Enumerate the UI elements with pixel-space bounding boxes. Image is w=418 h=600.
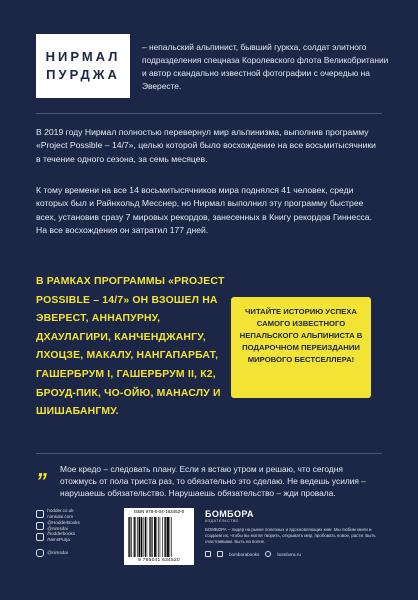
barcode-bar: [128, 517, 129, 557]
callout-text: ЧИТАЙТЕ ИСТОРИЮ УСПЕХА САМОГО ИЗВЕСТНОГО НЕПАЛЬСКОГО АЛЬПИНИСТА В ПОДАРОЧНОМ ПЕРЕИЗДАНИИ МИРОВОГО БЕСТСЕЛЛЕРА!: [239, 307, 363, 364]
author-first-name: НИРМАЛ: [45, 49, 121, 64]
barcode-bar: [134, 517, 135, 557]
barcode-bar: [160, 517, 161, 557]
barcode-bar: [171, 517, 172, 557]
instagram-icon: [36, 549, 44, 557]
barcode-bar: [167, 517, 169, 557]
author-quote: Мое кредо – следовать плану. Если я встаю утром и решаю, что сегодня отожмусь от пола триста раз, то обязательно это сделаю. Не ведешь усилия – нарушаешь обязательство. Нарушаешь обязательство – жди провала.: [60, 464, 366, 499]
divider: [36, 113, 382, 114]
barcode-bar: [139, 517, 141, 557]
publisher-handle[interactable]: bomborabooks: [229, 551, 260, 557]
barcode-bar: [157, 517, 158, 557]
barcode-bar: [150, 517, 151, 557]
author-name-box: [36, 34, 130, 98]
publisher-site[interactable]: bombora.ru: [277, 551, 301, 557]
publisher-subtitle: ИЗДАТЕЛЬСТВО: [205, 519, 239, 523]
publisher-logo: БОМБОРА: [205, 509, 254, 519]
link-hodder[interactable]: hodder.co.uk: [47, 508, 74, 513]
facebook-icon: [36, 533, 44, 541]
barcode-bar: [131, 517, 132, 557]
author-description: – непальский альпинист, бывший гуркха, солдат элитного подразделения спецназа Королевского флота Великобритании и автор скандально известной фотографии с очередью на Эвересте.: [142, 42, 389, 91]
isbn-label: ISBN 978-5-04-163452-0: [133, 509, 185, 514]
paragraph-2: К тому времени на все 14 восьмитысячников мира поднялся 41 человек, среди которых был и Райнхольд Месснер, но Нирмал выполнил эту программу быстрее всех, установив сразу 7 мировых рекордов, занесенных в Книгу рекордов Гиннесса. На все восхождения он затратил 177 дней.: [36, 185, 372, 235]
barcode-bar: [135, 517, 136, 557]
barcode-bar: [158, 517, 159, 557]
barcode-bar: [149, 517, 150, 557]
facebook-nims[interactable]: /NimsPurja: [47, 537, 70, 542]
barcode-bar: [165, 517, 166, 557]
barcode-bar: [154, 517, 156, 557]
link-nimsdai[interactable]: nimsdai.com: [47, 514, 74, 519]
paragraph-1: В 2019 году Нирмал полностью перевернул мир альпинизма, выполнив программу «Project Possible – 14/7», целью которой было восхождение на все восьмитысячники в течение одного сезона, за семь месяцев.: [36, 127, 376, 164]
barcode-bar: [164, 517, 165, 557]
barcode-icon: [128, 517, 190, 557]
twitter-icon: [36, 522, 44, 530]
barcode-bar: [145, 517, 146, 557]
instagram-icon[interactable]: [217, 551, 223, 557]
peaks-list: В РАМКАХ ПРОГРАММЫ «PROJECT POSSIBLE – 14/7» ОН ВЗОШЕЛ НА ЭВЕРЕСТ, АННАПУРНУ, ДХАУЛАГИРИ, КАНЧЕНДЖАНГУ, ЛХОЦЗЕ, МАКАЛУ, НАНГАПАРБАТ, ГАШЕРБРУМ I, ГАШЕРБРУМ II, К2, БРОУД-ПИК, ЧО-ОЙЮ, МАНАСЛУ И ШИШАБАНГМУ.: [36, 276, 225, 418]
twitter-nimsdai[interactable]: @nimsdai: [47, 526, 68, 531]
barcode-bar: [170, 517, 171, 557]
barcode-bar: [141, 517, 142, 557]
social-instagram: [36, 549, 116, 557]
instagram-nimsdai[interactable]: @nimsdai: [47, 550, 68, 555]
author-last-name: ПУРДЖА: [46, 67, 120, 82]
social-facebook: [36, 531, 116, 543]
publisher-links: [205, 551, 383, 557]
barcode-bar: [147, 517, 148, 557]
barcode-bar: [137, 517, 138, 557]
globe-icon: [36, 510, 44, 518]
barcode-bar: [129, 517, 130, 557]
social-web: [36, 508, 116, 532]
publisher-description: БОМБОРА – лидер на рынке полезных и вдохновляющих книг. Мы любим книги и создаем их, чтобы вы могли творить, открывать мир, пробовать новое, расти. Быть счастливыми. Быть на волне.: [205, 527, 376, 544]
globe-icon[interactable]: [265, 551, 271, 557]
facebook-hodder[interactable]: /hodderbooks: [47, 531, 76, 536]
twitter-hodder[interactable]: @HodderBooks: [47, 520, 80, 525]
vk-icon[interactable]: [205, 551, 211, 557]
barcode-bar: [162, 517, 163, 557]
quote-mark: „: [38, 456, 49, 481]
divider: [36, 453, 382, 454]
barcode-bar: [143, 517, 144, 557]
barcode-bar: [152, 517, 153, 557]
barcode-digits: 9 785041 634520: [138, 558, 180, 563]
